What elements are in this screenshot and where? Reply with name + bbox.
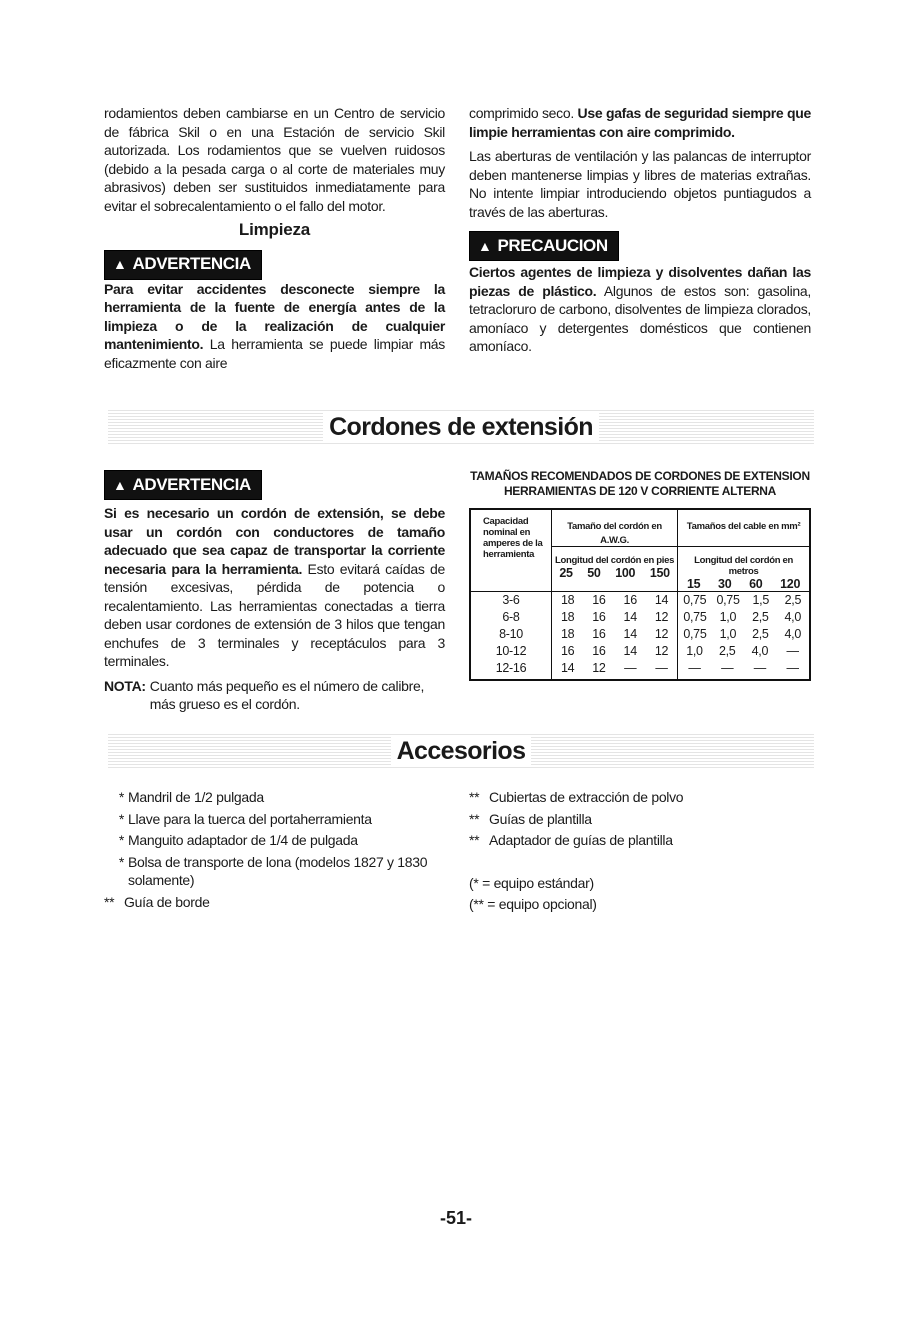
extension-cords-title xyxy=(108,410,814,444)
awg-value-row xyxy=(552,643,677,660)
caution-triangle-icon: ▲ xyxy=(478,237,492,254)
awg-header-cell xyxy=(552,509,678,547)
table-caption-line2: HERRAMIENTAS DE 120 V CORRIENTE ALTERNA xyxy=(503,484,777,498)
cleaning-warning-normal: La herramienta se puede limpiar más eficazmente con aire xyxy=(104,336,445,371)
mm-value: 2,5 xyxy=(752,610,769,624)
awg-value: 14 xyxy=(623,610,637,624)
accessory-label: Bolsa de transporte de lona (modelos 1827 y 1830 solamente) xyxy=(128,853,428,888)
legend-optional: (** = equipo opcional) xyxy=(469,896,597,912)
cleaning-warning-bold: Para evitar accidentes desconecte siempre la herramienta de la fuente de energía antes de la limpieza o de la realización de cualquier mantenimiento. xyxy=(104,280,445,352)
maintenance-column-right xyxy=(469,104,811,362)
awg-value: 18 xyxy=(560,627,575,641)
awg-value: 12 xyxy=(592,661,606,675)
awg-value: 16 xyxy=(623,593,637,607)
awg-value: 14 xyxy=(560,661,575,675)
mm-header-cell xyxy=(678,509,810,547)
warning-badge xyxy=(104,250,262,280)
extension-warning-triangle-icon: ▲ xyxy=(113,476,127,493)
accessory-label: Guías de plantilla xyxy=(489,810,592,827)
awg-length-value: 100 xyxy=(615,566,636,580)
extension-warning-bold: Si es necesario un cordón de extensión, se debe usar un cordón con conductores de tamaño adecuado que sea capaz de transportar la corriente necesaria para la herramienta. xyxy=(104,505,445,577)
awg-header: Tamaño del cordón en A.W.G. xyxy=(567,521,662,546)
mm-value-row xyxy=(678,626,809,643)
extension-cord-warning-column xyxy=(104,466,445,720)
accessories-right-list xyxy=(469,788,814,850)
mm-value: — xyxy=(786,644,799,658)
awg-value: 16 xyxy=(592,593,606,607)
warning-triangle-icon: ▲ xyxy=(113,256,127,273)
nota-text: Cuanto más pequeño es el número de calibre, más grueso es el cordón. xyxy=(149,677,425,712)
awg-value-row xyxy=(552,592,677,609)
awg-length-value: 150 xyxy=(649,566,670,580)
caution-badge xyxy=(469,231,619,261)
mm-value: 1,5 xyxy=(752,593,769,607)
accessory-item xyxy=(469,810,814,829)
awg-length-value: 50 xyxy=(587,566,601,580)
mm-value: 1,0 xyxy=(719,610,737,624)
awg-value: 16 xyxy=(592,644,606,658)
mm-column xyxy=(678,592,810,681)
extension-warning-badge xyxy=(104,470,262,500)
mm-value: 4,0 xyxy=(784,627,801,641)
accessory-label: Adaptador de guías de plantilla xyxy=(489,832,673,848)
mm-header: Tamaños del cable en mm² xyxy=(686,521,801,532)
awg-value-row xyxy=(552,660,677,677)
mm-value: 0,75 xyxy=(683,627,707,641)
mm-value: — xyxy=(786,661,799,675)
accessory-item xyxy=(104,831,449,850)
awg-value: 12 xyxy=(654,610,669,624)
accessory-item xyxy=(104,853,449,890)
compressed-air-text: comprimido seco. xyxy=(469,105,578,121)
mm-length-value: 120 xyxy=(780,577,801,591)
mm-subheader: Longitud del cordón en metros xyxy=(694,555,794,577)
mm-value: — xyxy=(721,661,734,675)
extension-warning-body xyxy=(104,504,445,671)
cleaning-warning-body xyxy=(104,280,445,373)
amperage-value: 12-16 xyxy=(495,661,527,675)
accessories-title xyxy=(108,734,814,768)
warning-badge-label: ADVERTENCIA xyxy=(132,254,251,274)
awg-subheader-cell xyxy=(552,547,678,592)
accessory-label: Mandril de 1/2 pulgada xyxy=(128,789,264,805)
awg-value: 16 xyxy=(560,644,575,658)
accessory-marker: * xyxy=(118,832,124,848)
awg-value: 14 xyxy=(654,593,669,607)
page-number: -51- xyxy=(439,1208,472,1228)
amperage-column xyxy=(470,592,552,681)
amperage-value: 8-10 xyxy=(499,627,523,641)
mm-lengths-row xyxy=(678,577,809,591)
extension-warning-badge-label: ADVERTENCIA xyxy=(132,474,251,494)
mm-subheader-cell xyxy=(678,547,810,592)
mm-value: 0,75 xyxy=(716,593,740,607)
mm-value: 4,0 xyxy=(751,644,769,658)
awg-value-row xyxy=(552,626,677,643)
cleaning-warning xyxy=(104,242,445,280)
table-caption-line1: TAMAÑOS RECOMENDADOS DE CORDONES DE EXTENSION xyxy=(470,469,810,483)
amperage-header: Capacidad nominal en amperes de la herramienta xyxy=(483,516,543,560)
awg-value: — xyxy=(624,661,637,675)
accessory-marker: * xyxy=(118,853,124,870)
nota-label: NOTA: xyxy=(104,677,146,694)
accessories-left-list xyxy=(104,788,449,911)
awg-column xyxy=(552,592,678,681)
caution-bold: Ciertos agentes de limpieza y disolventes dañan las piezas de plástico. xyxy=(469,264,811,299)
accessory-item xyxy=(469,788,814,807)
awg-value-row xyxy=(552,609,677,626)
awg-subheader: Longitud del cordón en pies xyxy=(555,555,675,566)
accessory-item xyxy=(104,810,449,829)
accessories-band xyxy=(108,734,814,768)
extension-cord-table xyxy=(469,508,811,681)
amperage-header-cell xyxy=(470,509,552,592)
accessory-label: Cubiertas de extracción de polvo xyxy=(489,789,684,805)
extension-warning-normal: Esto evitará caídas de tensión excesivas, pérdida de potencia o recalentamiento. Las herramientas conectadas a tierra deben usar cordones de extensión de 3 hilos que tengan enchufes de 3 terminales y receptáculos para 3 terminales. xyxy=(104,560,446,669)
legend-standard: (* = equipo estándar) xyxy=(469,874,594,891)
table-caption xyxy=(469,469,811,499)
awg-value: 12 xyxy=(654,644,669,658)
awg-value: 18 xyxy=(560,610,575,624)
caution-block xyxy=(469,229,811,261)
accessories-title-text: Accesorios xyxy=(391,737,532,765)
mm-value: 0,75 xyxy=(683,593,707,607)
mm-value-row xyxy=(678,643,809,660)
extension-warning-header xyxy=(104,466,445,500)
awg-value: — xyxy=(655,661,668,675)
accessory-item xyxy=(469,831,814,850)
accessory-marker: * xyxy=(118,789,124,805)
cleaning-heading: Limpieza xyxy=(238,220,311,239)
awg-value: 12 xyxy=(654,627,669,641)
awg-value: 16 xyxy=(592,610,606,624)
mm-value: 2,5 xyxy=(784,593,802,607)
mm-length-value: 60 xyxy=(749,577,763,591)
mm-value: 2,5 xyxy=(718,644,736,658)
accessory-marker: * xyxy=(118,810,124,827)
vents-paragraph: Las aberturas de ventilación y las palancas de interruptor deben mantenerse limpias y libres de materias extrañas. No intente limpiar introduciendo objetos puntiagudos a través de las aberturas. xyxy=(469,148,811,220)
caution-body xyxy=(469,263,811,356)
amperage-value: 3-6 xyxy=(502,593,520,607)
mm-value: 4,0 xyxy=(784,610,801,624)
accessories-legend xyxy=(469,874,814,914)
awg-value: 18 xyxy=(560,593,575,607)
accessories-right-column xyxy=(469,788,814,914)
amperage-value: 10-12 xyxy=(495,644,527,658)
extension-cords-band xyxy=(108,410,814,444)
nota-paragraph xyxy=(104,677,445,714)
mm-value: — xyxy=(688,661,701,675)
awg-length-value: 25 xyxy=(559,566,573,580)
awg-value: 14 xyxy=(623,627,637,641)
caution-normal: Algunos de estos son: gasolina, tetracloruro de carbono, disolventes de limpieza clorados, amoníaco y detergentes domésticos que contienen amoníaco. xyxy=(469,282,811,354)
accessory-marker: ** xyxy=(104,893,115,910)
mm-value: — xyxy=(753,661,766,675)
mm-value-row xyxy=(678,592,809,609)
mm-value: 0,75 xyxy=(683,610,707,624)
mm-length-value: 15 xyxy=(687,577,701,591)
accessory-item xyxy=(104,788,449,807)
mm-value: 1,0 xyxy=(719,627,737,641)
awg-value: 16 xyxy=(592,627,606,641)
caution-badge-label: PRECAUCION xyxy=(497,235,608,255)
mm-length-value: 30 xyxy=(718,577,732,591)
accessories-left-column xyxy=(104,788,449,914)
mm-value-row xyxy=(678,609,809,626)
accessory-marker: ** xyxy=(469,810,480,827)
accessory-label: Manguito adaptador de 1/4 de pulgada xyxy=(128,832,358,848)
bearings-paragraph: rodamientos deben cambiarse en un Centro de servicio de fábrica Skil o en una Estación de servicio Skil autorizada. Los rodamientos que se vuelven ruidosos (debido a la pesada carga o al corte de materiales muy abrasivos) deben ser sustituidos inmediatamente para evitar el sobrecalentamiento o el fallo del motor. xyxy=(104,105,445,214)
accessory-marker: ** xyxy=(469,789,480,805)
amperage-value: 6-8 xyxy=(502,610,520,624)
awg-value: 14 xyxy=(623,644,637,658)
awg-lengths-row xyxy=(552,566,677,580)
mm-value: 1,0 xyxy=(686,644,703,658)
accessory-label: Guía de borde xyxy=(124,893,210,910)
mm-value: 2,5 xyxy=(752,627,769,641)
safety-glasses-text: Use gafas de seguridad siempre que limpie herramientas con aire comprimido. xyxy=(469,105,811,140)
accessory-label: Llave para la tuerca del portaherramienta xyxy=(128,810,372,827)
accessory-marker: ** xyxy=(469,832,480,848)
compressed-air-paragraph xyxy=(469,104,811,141)
maintenance-column-left xyxy=(104,104,445,378)
mm-value-row xyxy=(678,660,809,677)
accessory-item xyxy=(104,893,449,912)
extension-cords-title-text: Cordones de extensión xyxy=(323,413,599,441)
